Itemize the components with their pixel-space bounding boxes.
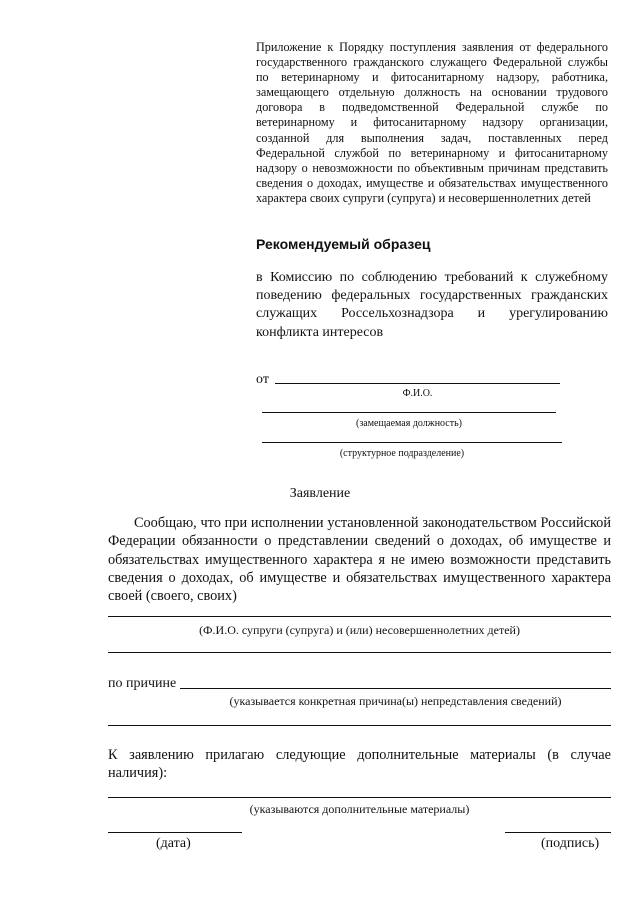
date-label: (дата) (156, 836, 191, 851)
department-line[interactable] (262, 442, 562, 443)
attachments-text: К заявлению прилагаю следующие дополнительные материалы (в случае наличия): (108, 747, 611, 782)
fio-line[interactable] (275, 383, 560, 384)
reason-label: по причине (108, 676, 177, 691)
spouse-line-2[interactable] (108, 652, 611, 653)
reason-line-2[interactable] (108, 725, 611, 726)
statement-title: Заявление (289, 486, 351, 501)
position-line[interactable] (262, 412, 556, 413)
from-label: от (256, 372, 269, 387)
recommended-sample-heading: Рекомендуемый образец (256, 236, 431, 252)
fio-caption: Ф.И.О. (402, 388, 433, 399)
statement-body: Сообщаю, что при исполнении установленной законодательством Российской Федерации обязанности о представлении сведений о доходах, об имуществе и обязательствах имущественного характера я не имею возможности представить сведения о доходах, об имуществе и обязательствах имущественного характера своей (своего, своих) (108, 515, 611, 605)
signature-label: (подпись) (541, 836, 600, 851)
date-line[interactable] (108, 832, 242, 833)
position-caption: (замещаемая должность) (355, 418, 462, 429)
attachments-caption: (указываются дополнительные материалы) (249, 802, 470, 816)
signature-line[interactable] (505, 832, 611, 833)
reason-caption: (указывается конкретная причина(ы) непредставления сведений) (229, 694, 562, 708)
attachments-line[interactable] (108, 797, 611, 798)
appendix-header: Приложение к Порядку поступления заявления от федерального государственного гражданского служащего Федеральной службы по ветеринарному и фитосанитарному надзору, работника, замещающего отдельную должность на основании трудового договора в подведомственной Федеральной службе по ветеринарному и фитосанитарному надзору организации, созданной для выполнения задач, поставленных перед Федеральной службой по ветеринарному и фитосанитарному надзору о невозможности по объективным причинам представить сведения о доходах, имуществе и обязательствах имущественного характера своих супруги (супруга) и несовершеннолетних детей (256, 40, 608, 205)
spouse-caption: (Ф.И.О. супруги (супруга) и (или) несовершеннолетних детей) (199, 623, 520, 637)
addressee-block: в Комиссию по соблюдению требований к служебному поведению федеральных государственных гражданских служащих Россельхознадзора и урегулированию конфликта интересов (256, 270, 608, 340)
department-caption: (структурное подразделение) (339, 448, 465, 459)
reason-line-1[interactable] (180, 688, 611, 689)
spouse-line-1[interactable] (108, 616, 611, 617)
